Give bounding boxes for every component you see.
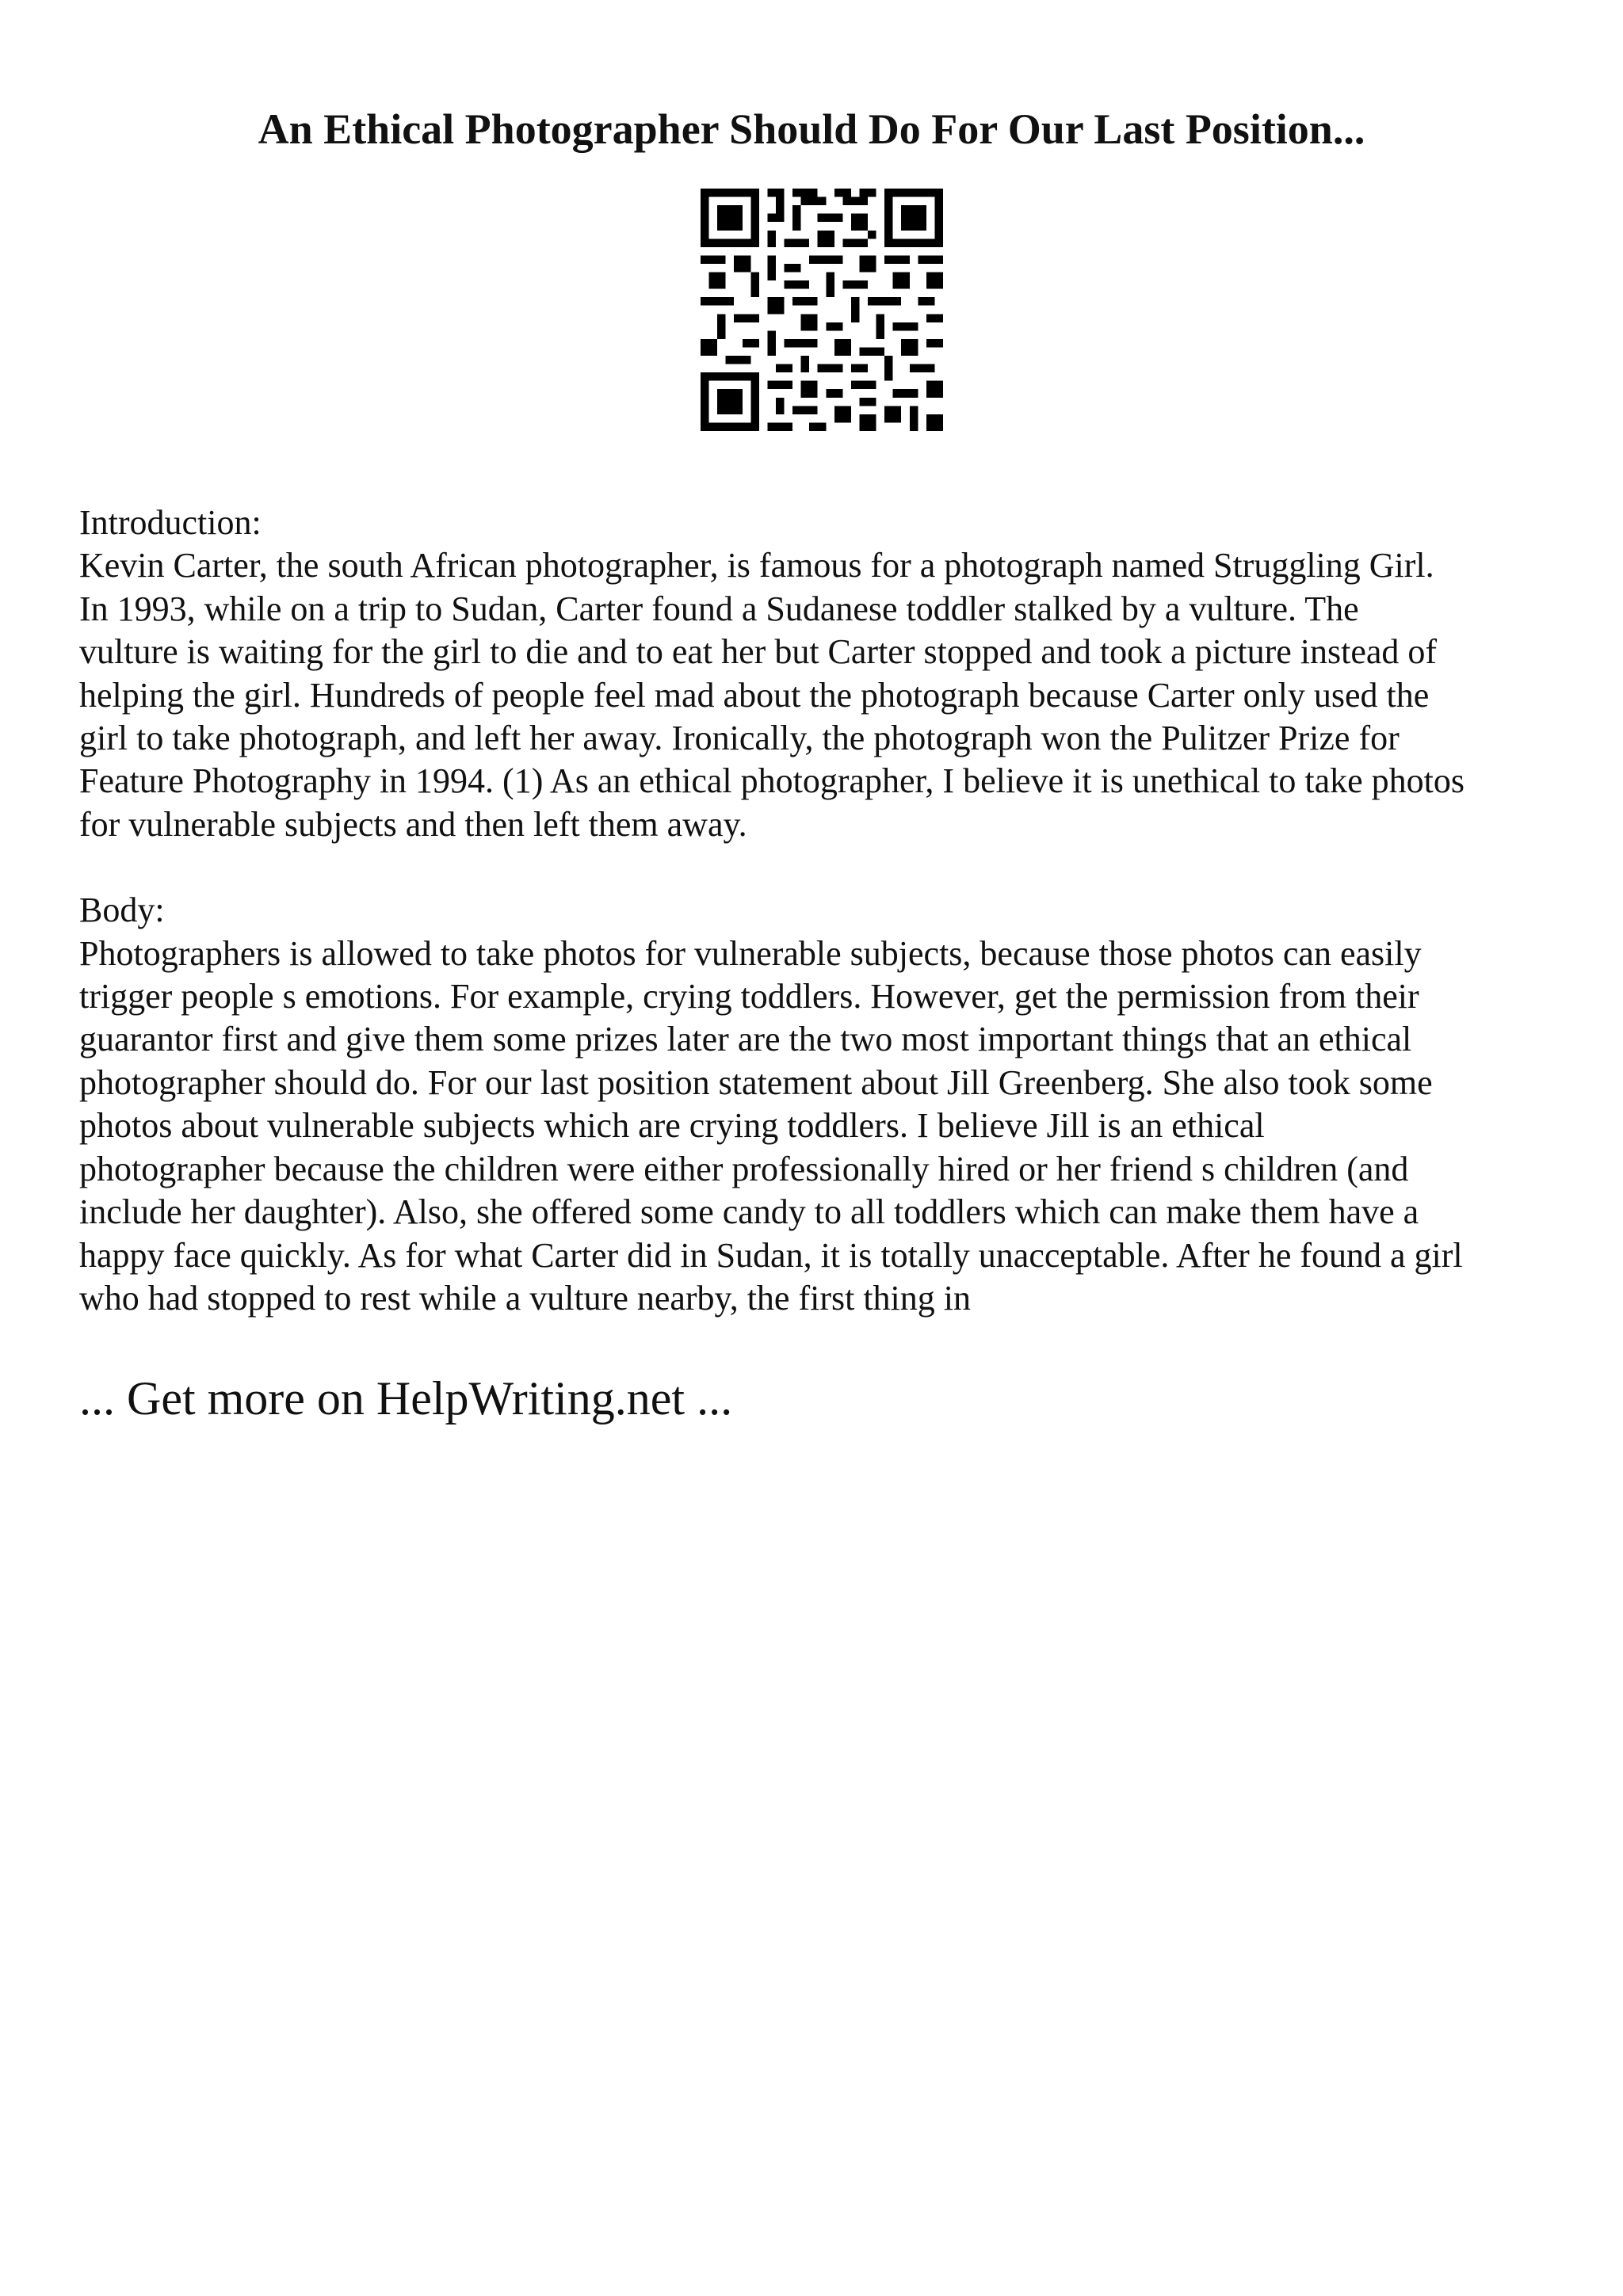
get-more-link[interactable]: ... Get more on HelpWriting.net ... <box>79 1372 733 1425</box>
page-title: An Ethical Photographer Should Do For Our Last Position... <box>258 105 1365 153</box>
introduction-text: Kevin Carter, the south African photographer, is famous for a photograph named Struggling Girl. In 1993, while on a trip to Sudan, Carter found a Sudanese toddler stalked by a vulture. The vulture is waiting for the girl to die and to eat her but Carter stopped and took a picture instead of helping the girl. Hundreds of people feel mad about the photograph because Carter only used the girl to take photograph, and left her away. Ironically, the photograph won the Pulitzer Prize for Feature Photography in 1994. (1) As an ethical photographer, I believe it is unethical to take photos for vulnerable subjects and then left them away. <box>79 546 1465 844</box>
qr-code[interactable] <box>701 189 943 431</box>
body-section <box>79 889 1569 1320</box>
introduction-section <box>79 502 1569 846</box>
body-text: Photographers is allowed to take photos for vulnerable subjects, because those photos can easily trigger people s emotions. For example, crying toddlers. However, get the permission from their guarantor first and give them some prizes later are the two most important things that an ethical photographer should do. For our last position statement about Jill Greenberg. She also took some photos about vulnerable subjects which are crying toddlers. I believe Jill is an ethical photographer because the children were either professionally hired or her friend s children (and include her daughter). Also, she offered some candy to all toddlers which can make them have a happy face quickly. As for what Carter did in Sudan, it is totally unacceptable. After he found a girl who had stopped to rest while a vulture nearby, the first thing in <box>79 933 1463 1318</box>
body-label: Body: <box>79 891 165 930</box>
document-content <box>79 502 1569 1320</box>
introduction-label: Introduction: <box>79 503 262 542</box>
